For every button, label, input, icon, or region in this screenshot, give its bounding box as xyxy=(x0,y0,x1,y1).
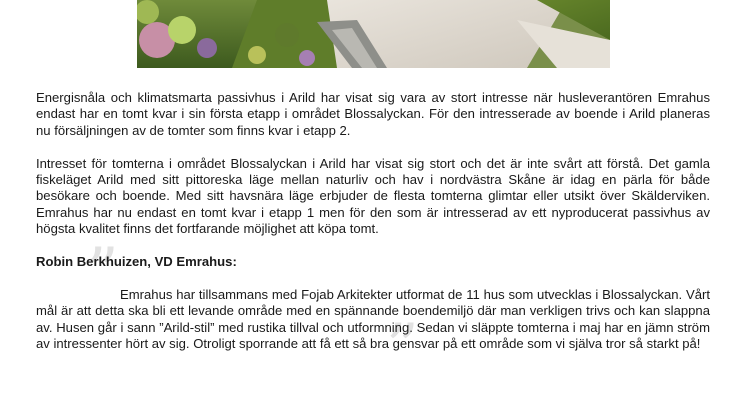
close-quote-icon: ” xyxy=(386,311,419,386)
quote-speaker: Robin Berkhuizen, VD Emrahus: xyxy=(36,254,237,270)
quote-text: Emrahus har tillsammans med Fojab Arkitekter utformat de 11 hus som utvecklas i Blossalyckan. Vårt mål är att detta ska bli ett levande område med en spännande boendemiljö där man verkligen trivs och kan slappna av. Husen går i sann ”Arild-stil” med rustika tillval och utformning. Sedan vi släppte tomterna i maj har en jämn ström av intressenter hört av sig. Otroligt sporrande att få ett så bra gensvar på ett område som vi själva tror så starkt på! xyxy=(36,286,710,352)
garden-path-photo-icon xyxy=(137,0,610,68)
open-quote-icon: ” xyxy=(86,235,119,310)
quote-block xyxy=(36,235,710,386)
hero-photo xyxy=(137,0,610,68)
body-paragraph: Intresset för tomterna i området Blossalyckan i Arild har visat sig stort och det är inte svårt att förstå. Det gamla fiskeläget Arild med sitt pittoreska läge mellan naturliv och hav i nordvästra Skåne är idag en pärla för både besökare och boende. Med sitt havsnära läge erbjuder de flesta tomterna glimtar eller utsikt över Skälderviken. Emrahus har nu endast en tomt kvar i etapp 1 men för den som är intresserad av ett nyproducerat passivhus av högsta kvalitet finns det fortfarande möjlighet att köpa tomt. xyxy=(36,155,710,237)
intro-paragraph: Energisnåla och klimatsmarta passivhus i Arild har visat sig vara av stort intresse när husleverantören Emrahus endast har en tomt kvar i sin första etapp i området Blossalyckan. För den intresserade av boende i Arild planeras nu försäljningen av de tomter som finns kvar i etapp 2. xyxy=(36,90,710,138)
article-body xyxy=(36,90,710,386)
